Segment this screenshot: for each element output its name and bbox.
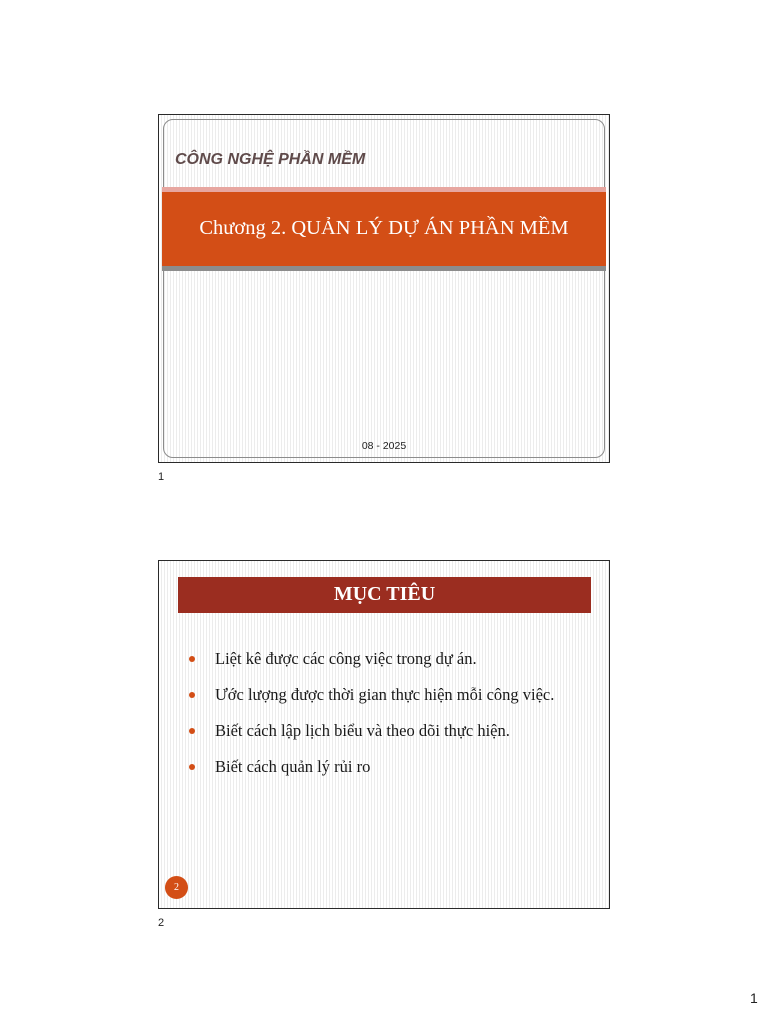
slide-1-frame xyxy=(163,119,605,458)
slide-1 xyxy=(158,114,610,463)
list-item xyxy=(189,721,599,757)
list-item xyxy=(189,685,599,721)
slide-2-label: 2 xyxy=(158,917,165,929)
slide-2 xyxy=(158,560,610,909)
page-number: 1 xyxy=(750,990,758,1006)
chapter-title: Chương 2. QUẢN LÝ DỰ ÁN PHẦN MỀM xyxy=(199,217,569,239)
objectives-title: MỤC TIÊU xyxy=(333,583,436,605)
bullet-icon xyxy=(189,692,195,698)
bullet-icon xyxy=(189,656,195,662)
list-item xyxy=(189,757,599,793)
bullet-text: Biết cách quản lý rủi ro xyxy=(215,757,371,776)
list-item xyxy=(189,649,599,685)
bullet-text: Liệt kê được các công việc trong dự án. xyxy=(215,649,477,668)
accent-bar-bottom xyxy=(162,266,606,271)
objectives-list xyxy=(189,649,599,793)
bullet-text: Ước lượng được thời gian thực hiện mỗi công việc. xyxy=(215,685,555,704)
bullet-icon xyxy=(189,764,195,770)
bullet-icon xyxy=(189,728,195,734)
course-subtitle: CÔNG NGHỆ PHẦN MỀM xyxy=(175,151,366,168)
slide-number-badge: 2 xyxy=(165,876,188,899)
slide-1-label: 1 xyxy=(158,471,165,483)
bullet-text: Biết cách lập lịch biểu và theo dõi thực hiện. xyxy=(215,721,510,740)
slide-date: 08 - 2025 xyxy=(361,440,407,452)
